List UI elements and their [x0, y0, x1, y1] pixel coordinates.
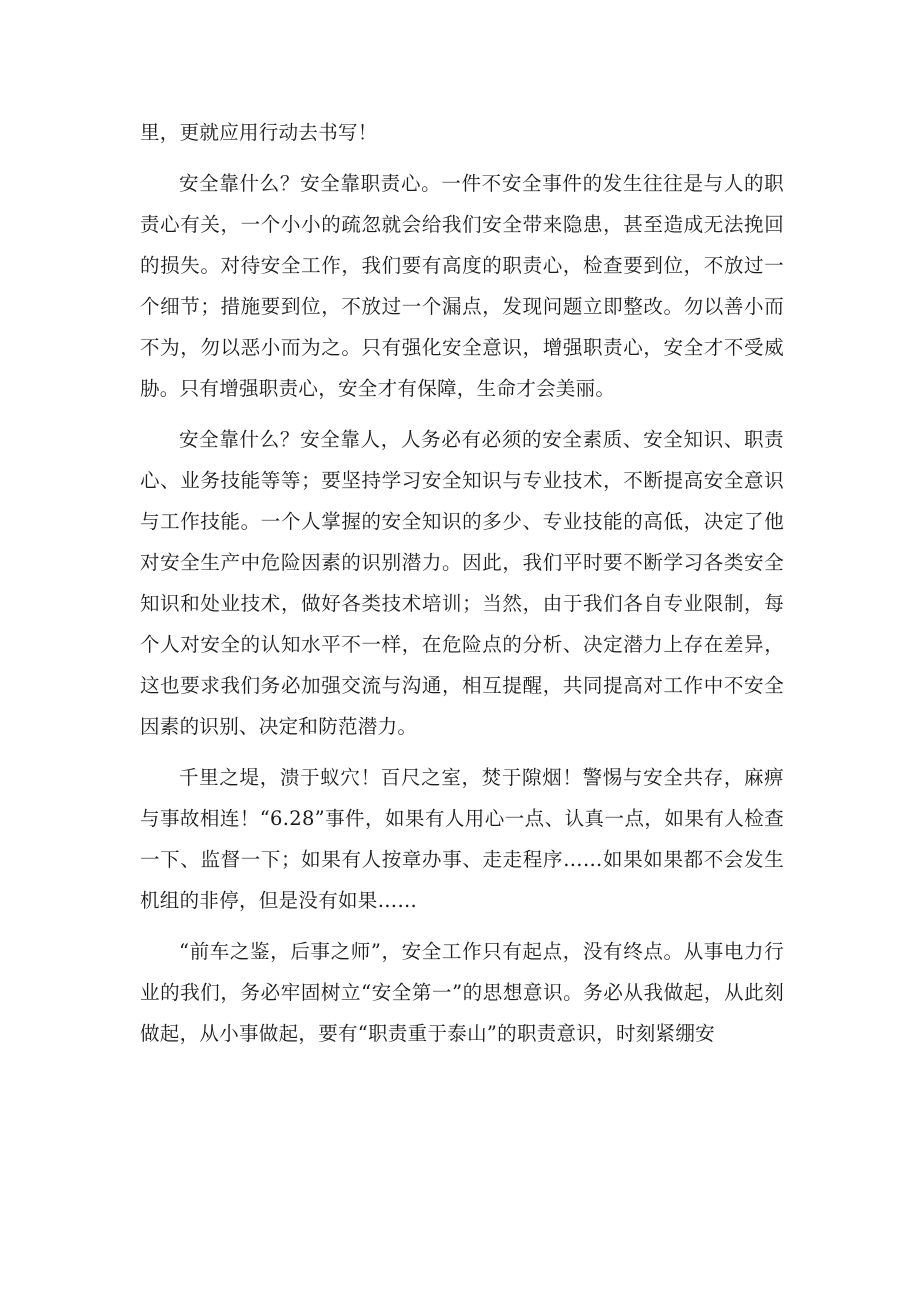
- paragraph-continuation: 里，更就应用行动去书写！: [140, 121, 378, 144]
- paragraph-responsibility: 安全靠什么？安全靠职责心。一件不安全事件的发生往往是与人的职责心有关，一个小小的疏忽就会给我们安全带来隐患，甚至造成无法挽回的损失。对待安全工作，我们要有高度的职责心，检查要到位，不放过一个细节；措施要到位，不放过一个漏点，发现问题立即整改。勿以善小而不为，勿以恶小而为之。只有强化安全意识，增强职责心，安全才不受威胁。只有增强职责心，安全才有保障，生命才会美丽。: [140, 172, 784, 400]
- paragraph-people-skills: 安全靠什么？安全靠人，人务必有必须的安全素质、安全知识、职责心、业务技能等等；要坚持学习安全知识与专业技术，不断提高安全意识与工作技能。一个人掌握的安全知识的多少、专业技能的高低，决定了他对安全生产中危险因素的识别潜力。因此，我们平时要不断学习各类安全知识和处业技术，做好各类技术培训；当然，由于我们各自专业限制，每个人对安全的认知水平不一样，在危险点的分析、决定潜力上存在差异，这也要求我们务必加强交流与沟通，相互提醒，共同提高对工作中不安全因素的识别、决定和防范潜力。: [140, 428, 784, 738]
- paragraph-vigilance: 千里之堤，溃于蚁穴！百尺之室，焚于隙烟！警惕与安全共存，麻痹与事故相连！“6.28”事件，如果有人用心一点、认真一点，如果有人检查一下、监督一下；如果有人按章办事、走走程序……如果如果都不会发生机组的非停，但是没有如果……: [140, 766, 784, 912]
- paragraph-safety-first: “前车之鉴，后事之师”，安全工作只有起点，没有终点。从事电力行业的我们，务必牢固树立“安全第一”的思想意识。务必从我做起，从此刻做起，从小事做起，要有“职责重于泰山”的职责意识，时刻紧绷安: [140, 940, 784, 1045]
- document-page: [140, 112, 784, 1054]
